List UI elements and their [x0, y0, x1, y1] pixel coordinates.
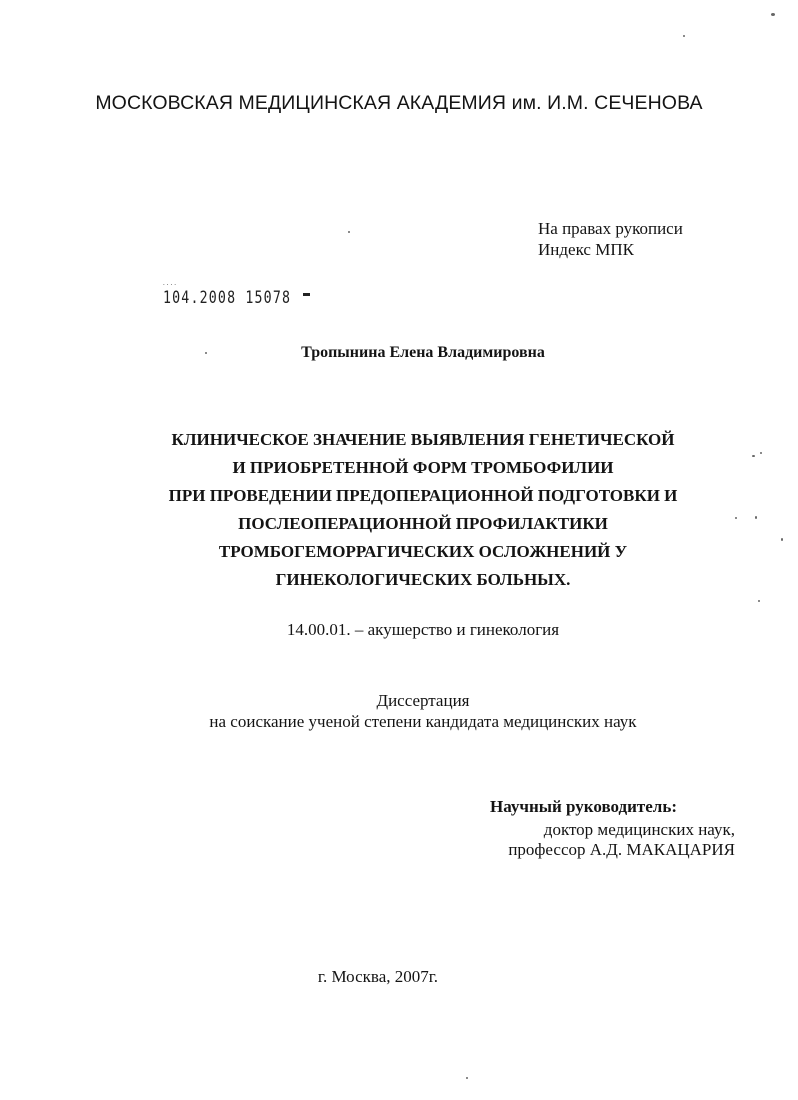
title-line: ПРИ ПРОВЕДЕНИИ ПРЕДОПЕРАЦИОННОЙ ПОДГОТОВКИ И: [168, 486, 678, 505]
supervisor-name: профессор А.Д. МАКАЦАРИЯ: [508, 840, 735, 859]
mpk-index-label: Индекс МПК: [538, 240, 634, 259]
title-line: КЛИНИЧЕСКОЕ ЗНАЧЕНИЕ ВЫЯВЛЕНИЯ ГЕНЕТИЧЕСКОЙ: [171, 430, 675, 449]
manuscript-rights-block: [538, 218, 683, 260]
scan-speck: [348, 231, 350, 233]
dissertation-label: Диссертация: [376, 691, 470, 710]
scan-speck: [466, 1077, 468, 1079]
dissertation-purpose: [0, 690, 798, 732]
scan-speck: [760, 452, 762, 454]
scan-speck: [683, 35, 685, 37]
dissertation-title: [0, 426, 798, 594]
registry-stamp-number: 104.2008 15078: [163, 288, 292, 308]
title-line: ПОСЛЕОПЕРАЦИОННОЙ ПРОФИЛАКТИКИ: [238, 514, 608, 533]
scan-speck: [735, 517, 737, 519]
specialty-code: 14.00.01. – акушерство и гинекология: [286, 620, 560, 639]
supervisor-label: Научный руководитель:: [490, 797, 677, 816]
institution-name: МОСКОВСКАЯ МЕДИЦИНСКАЯ АКАДЕМИЯ им. И.М. СЕЧЕНОВА: [95, 92, 703, 114]
scan-speck: [771, 13, 775, 16]
city-year: г. Москва, 2007г.: [317, 967, 439, 986]
title-line: ТРОМБОГЕМОРРАГИЧЕСКИХ ОСЛОЖНЕНИЙ У: [218, 542, 628, 561]
supervisor-degree: доктор медицинских наук,: [543, 820, 735, 839]
scan-speck: [781, 538, 783, 541]
scan-speck: [758, 600, 760, 602]
scan-speck: [205, 352, 207, 354]
title-line: И ПРИОБРЕТЕННОЙ ФОРМ ТРОМБОФИЛИИ: [232, 458, 614, 477]
manuscript-rights-label: На правах рукописи: [538, 219, 683, 238]
degree-purpose: на соискание ученой степени кандидата медицинских наук: [209, 712, 637, 731]
scan-speck: [752, 455, 755, 457]
registry-stamp-dots: ....: [163, 279, 178, 287]
scan-speck: [755, 516, 757, 519]
registry-stamp-mark: [303, 293, 310, 296]
author-name: Тропынина Елена Владимировна: [301, 344, 545, 361]
title-line: ГИНЕКОЛОГИЧЕСКИХ БОЛЬНЫХ.: [275, 570, 571, 589]
